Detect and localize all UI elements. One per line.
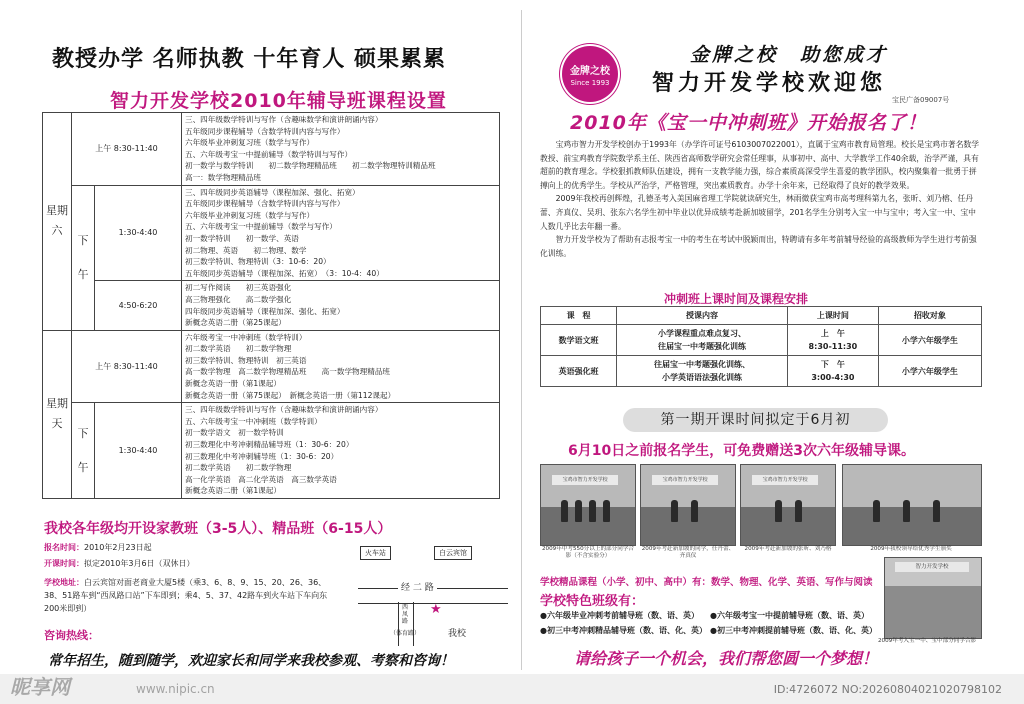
gold-school-badge [562,46,618,102]
sprint-content-line: 小学课程重点难点复习、 [658,329,747,338]
sprint-target: 小学六年级学生 [878,325,981,356]
open-date-banner: 第一期开课时间拟定于6月初 [623,408,888,432]
intro-paragraph-2: 2009年我校再创辉煌，孔德圣考入美国麻省理工学院就读研究生，林雨微获宝鸡市高考理科第九名，张昕、刘乃榕、任丹蕾、齐真仪、吴玥、张东六名学生初中毕业以优异成绩考赴新加坡留学，201名学生分别考入宝一中与宝中；考入宝一中、宝中人数几乎比去年翻一番。 [540,194,976,231]
course-line: 高三物理强化 高二数学强化 [185,294,292,304]
sprint-target: 小学六年级学生 [878,356,981,387]
course-line: 初二数学英语 初二数学物理 [185,463,292,473]
watermark-url: www.nipic.cn [136,682,215,696]
group-photo-caption: 2009年考入宝一中、宝中部分同学合影 [878,638,977,644]
map-school-label: 我校 [448,629,467,639]
sprint-time [787,325,878,356]
sun-pm-courses [182,403,500,499]
course-line: 初三数理化中考冲刺精品辅导班（1：30-6：20） [185,440,354,450]
sprint-time-line: 8:30-11:30 [808,342,858,351]
left-closing: 常年招生，随到随学，欢迎家长和同学来我校参观、考察和咨询！ [48,653,454,669]
sprint-col-course: 课 程 [541,307,617,325]
sprint-table [540,306,982,387]
map-road-label: 经 二 路 [398,580,437,593]
table-row [541,325,982,356]
right-closing: 请给孩子一个机会，我们帮您圆一个梦想！ [574,649,879,668]
class-type-heading: 我校各年级均开设家教班（3-5人）、精品班（6-15人） [44,521,392,537]
sat-pm1-slot: 1:30-4:40 [95,185,182,281]
course-line: 五、六年级考宝一中提前辅导（数学特训与写作） [185,149,353,159]
sat-am-slot: 上午 8:30-11:40 [72,113,182,186]
sun-am-slot: 上午 8:30-11:40 [72,330,182,403]
map-train-station: 火车站 [360,546,391,560]
badge-since: Since 1993 [570,79,610,87]
enroll-heading: 2010年《宝一中冲刺班》开始报名了！ [570,112,927,134]
sat-pm-label: 下午 [72,185,95,330]
course-line: 初一数学与数学特训 初二数学物理精品班 初二数学物理特训精品班 [185,161,436,171]
watermark-id: ID:4726072 NO:20260804021020798102 [773,683,1002,696]
page-divider [521,10,522,670]
address-label: 学校地址： [44,578,84,587]
list-item: ●六年级考宝一中提前辅导班（数、语、英） [710,611,869,620]
photo-caption: 2009年中考550分以上的部分同学合影（不含实验分） [541,546,635,559]
course-line: 三、四年级数学特训与写作（含趣味数学和演讲朗诵内容） [185,405,383,415]
course-line: 三、四年级同步英语辅导（课程加深、强化、拓宽） [185,187,360,197]
course-line: 高一化学英语 高二化学英语 高三数学英语 [185,474,337,484]
sprint-course: 数学语文班 [541,325,617,356]
sprint-time-line: 3:00-4:30 [811,373,855,382]
feature-classes-heading: 学校特色班级有： [540,594,645,609]
course-line: 初一数学语文 初一数学特训 [185,428,284,438]
sun-am-courses [182,330,500,403]
course-line: 六年级考宝一中冲刺班（数学特训） [185,332,307,342]
start-time-label: 开课时间： [44,559,84,568]
sun-pm-slot: 1:30-4:40 [95,403,182,499]
watermark-logo: 昵享网 [10,675,70,699]
list-item: ●初三中考冲刺精品辅导班（数、语、化、英） [540,626,707,635]
photo-students-3 [740,464,836,546]
sprint-heading: 冲刺班上课时间及课程安排 [664,292,809,306]
course-line: 新概念英语二册（第1课起） [185,486,281,496]
course-line: 五年级同步英语辅导（课程加深、拓宽） （3：10-4：40） [185,268,384,278]
course-line: 初三数学特训、物理特训（3：10-6：20） [185,257,331,267]
sat-pm2-courses [182,281,500,330]
sprint-content-line: 小学英语语法强化训练 [662,373,743,382]
photo-caption: 2009年我校领导给优秀学生颁奖 [870,546,952,552]
sprint-header-row [541,307,982,325]
course-line: 五年级同步课程辅导（含数学特训内容与写作） [185,199,345,209]
reg-time [44,542,152,554]
photo-award [842,464,982,546]
schedule-table [42,112,500,499]
intro-paragraph-1: 宝鸡市智力开发学校创办于1993年（办学许可证号6103007022001），直属于宝鸡市教育局管理。校长是宝鸡市著名数学教授、前宝鸡教育学院数学系主任、陕西省高师数学研究会常任理事，从事初中、高中、大学教学工作40余载，治学严谨，具有超前的教育理念。学校狠抓教师队伍建设，拥有一支教学能力强，综合素质高深受学生喜爱的教学团队，校内聚集着一批勇于拼搏向上的优秀学生。学校从严治学，严格管理，突出素质教育。办学十余年来，已经取得了良好的教学效果。 [540,140,980,190]
course-line: 四年级同步英语辅导（课程加深、强化、拓宽） [185,306,345,316]
course-line: 新概念英语一册（第75课起） 新概念英语一册（第112课起） [185,390,396,400]
photo-sign: 宝鸡市智力开发学校 [652,475,718,485]
course-line: 初二写作阅读 初三英语强化 [185,283,292,293]
address [44,576,330,615]
photo-students-2 [640,464,736,546]
sprint-content [617,356,788,387]
sprint-course: 英语强化班 [541,356,617,387]
list-item: ●六年级毕业冲刺考前辅导班（数、语、英） [540,611,699,620]
start-time-value: 拟定2010年3月6日（双休日） [84,559,195,568]
course-line: 高一数学物理 高二数学物理精品班 高一数学物理精品班 [185,367,391,377]
saturday-label: 星期六 [43,113,72,331]
map-hotel: 白云宾馆 [434,546,472,560]
right-slogan: 金牌之校 助您成才 [690,44,889,66]
course-line: 五、六年级考宝一中冲刺班（数学特训） [185,416,322,426]
photo-sign: 宝鸡市智力开发学校 [552,475,618,485]
sprint-col-time: 上课时间 [787,307,878,325]
course-line: 初二物理、英语 初二物理、数学 [185,245,307,255]
course-line: 三、四年级数学特训与写作（含趣味数学和演讲朗诵内容） [185,115,383,124]
course-line: 初二数学英语 初二数学物理 [185,344,292,354]
course-line: 五、六年级考宝一中提前辅导（数学与写作） [185,222,337,232]
photo-caption: 2009年考赴新加坡的张昕、刘乃榕 [744,546,832,552]
school-star-icon: ★ [430,602,442,617]
hotline-label: 咨询热线： [44,629,99,642]
course-line: 新概念英语二册（第25课起） [185,318,286,328]
course-line: 五年级同步课程辅导（含数学特训内容与写作） [185,126,345,136]
school-intro [540,138,982,260]
sprint-time-line: 上 午 [820,329,845,338]
photo-caption: 2009年考赴新加坡的同学，任丹蕾、齐真仪 [641,546,735,559]
sat-pm2-slot: 4:50-6:20 [95,281,182,330]
map-xifeng-label: 西凤路 [402,604,409,625]
reg-time-label: 报名时间： [44,543,84,552]
course-line: 初三数学特训、物理特训 初三英语 [185,355,307,365]
photo-students-1 [540,464,636,546]
welcome-title: 智力开发学校欢迎您 [652,71,887,96]
table-row [541,356,982,387]
sprint-time [787,356,878,387]
sat-pm1-courses [182,185,500,281]
reg-time-value: 2010年2月23日起 [84,543,152,552]
left-slogan: 教授办学 名师执教 十年育人 硕果累累 [52,47,446,72]
course-line: 初三数理化中考冲刺辅导班（1：30-6：20） [185,451,339,461]
sprint-content-line: 往届宝一中考题强化训练 [658,342,747,351]
course-line: 六年级毕业冲刺复习班（数学与写作） [185,210,315,220]
badge-title: 金牌之校 [570,66,610,77]
sprint-content-line: 往届宝一中考题强化训练、 [654,360,751,369]
ad-number: 宝民广备09007号 [892,96,950,104]
sprint-col-content: 授课内容 [617,307,788,325]
intro-paragraph-3: 智力开发学校为了帮助有志报考宝一中的考生在考试中脱颖而出，特聘请有多年考前辅导经验的高级教师为学生进行考前强化训练。 [540,235,977,258]
map-gym-label: （体育路） [390,630,421,637]
course-line: 高一：数学物理精品班 [185,172,261,182]
address-value: 白云宾馆对面老商业大厦5楼（乘3、6、8、9、15、20、26、36、38、51路车到“西凤路口站”下车即到；乘4、5、37、42路车到火车站下车向东200米即到） [44,578,328,613]
location-map [338,542,508,646]
group-photo [884,557,982,639]
photo-sign: 宝鸡市智力开发学校 [752,475,818,485]
sprint-time-line: 下 午 [820,360,845,369]
course-title: 智力开发学校2010年辅导班课程设置 [110,90,447,112]
sprint-col-target: 招收对象 [878,307,981,325]
course-line: 六年级毕业冲刺复习班（数学与写作） [185,138,315,148]
sprint-content [617,325,788,356]
start-time [44,558,195,570]
sun-pm-label: 下午 [72,403,95,499]
course-line: 初一数学特训 初一数学、英语 [185,233,299,243]
sunday-label: 星期天 [43,330,72,498]
list-item: ●初三中考冲刺提前辅导班（数、语、化、英） [710,626,877,635]
quality-subjects: 学校精品课程（小学、初中、高中）有：数学、物理、化学、英语、写作与阅读 [540,577,873,588]
free-offer: 6月10日之前报名学生，可免费赠送3次六年级辅导课。 [568,443,915,459]
group-photo-banner: 智力开发学校 [895,562,969,572]
sat-am-courses [182,113,500,186]
course-line: 新概念英语一册（第1课起） [185,379,281,389]
